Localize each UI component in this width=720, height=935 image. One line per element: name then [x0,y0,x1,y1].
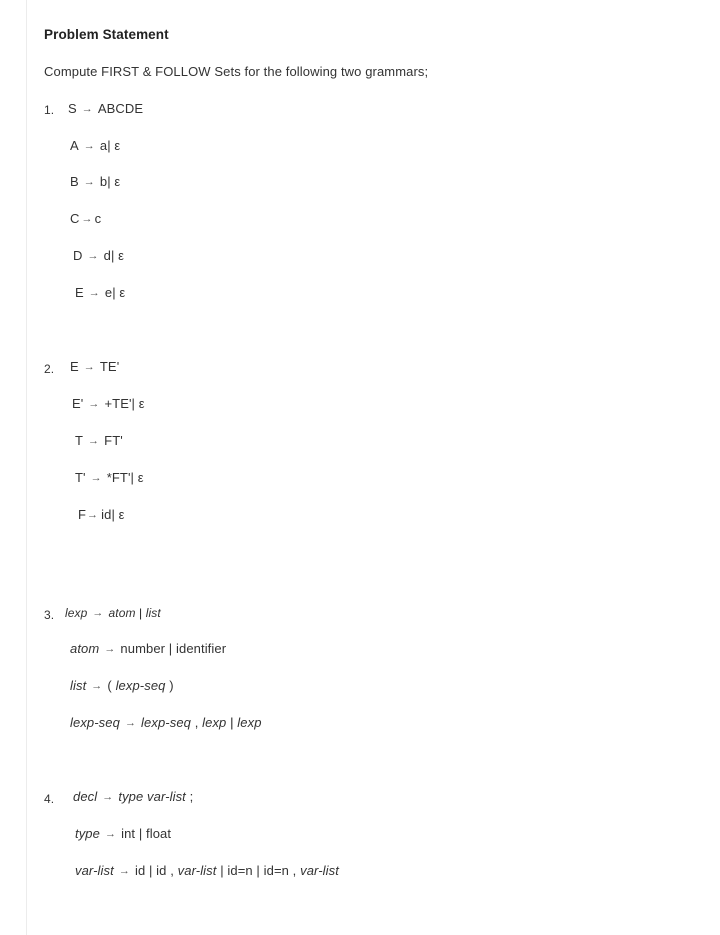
rule-lhs: E [75,285,84,300]
rule-lhs: B [70,174,79,189]
rule-rhs-part: ; [185,789,194,804]
rule-rhs-part: lexp-seq [141,715,191,730]
rule-rhs-part: | id=n | id=n , [216,863,301,878]
grammar-rule [68,101,143,118]
arrow-icon: → [92,607,104,619]
arrow-icon: → [90,472,102,484]
rule-lhs: T [75,433,84,448]
rule-lhs: C [70,211,80,226]
rule-rhs-part: lexp-seq [115,678,166,693]
arrow-icon: → [118,865,130,877]
arrow-icon: → [88,287,100,299]
rule-rhs-part: var-list [177,863,217,878]
rule-separator: | [135,606,146,620]
rule-rhs-part: lexp [237,715,262,730]
rule-rhs: *FT'| ε [106,470,144,485]
grammar-rule [70,211,101,228]
arrow-icon: → [104,828,117,840]
arrow-icon: → [104,643,116,655]
rule-rhs: d| ε [103,248,125,263]
rule-rhs: +TE'| ε [104,396,145,411]
grammar-rule [75,863,339,880]
arrow-icon: → [88,398,100,410]
problem-number: 4. [44,792,55,806]
rule-rhs: TE' [99,359,120,374]
rule-lhs: lexp-seq [70,715,120,730]
rule-rhs: id| ε [101,507,125,522]
grammar-rule [75,826,171,843]
rule-rhs-part: , [190,715,203,730]
arrow-icon: → [91,680,103,692]
problem-number: 1. [44,103,55,117]
rule-rhs: int | float [121,826,172,841]
rule-rhs: c [94,211,102,226]
rule-lhs: var-list [75,863,114,878]
page-title: Problem Statement [44,27,169,42]
arrow-icon: → [83,140,95,152]
rule-lhs: A [70,138,79,153]
grammar-rule [73,789,193,806]
problem-number: 2. [44,362,55,376]
rule-rhs-part: id | id , [134,863,178,878]
grammar-rule [75,285,125,302]
rule-rhs-part: var-list [300,863,339,878]
page-left-border [26,0,27,935]
rule-rhs: e| ε [104,285,126,300]
grammar-rule [75,470,144,487]
rule-lhs: F [78,507,87,522]
grammar-rule [72,396,145,413]
arrow-icon: → [83,361,95,373]
rule-rhs: ABCDE [97,101,144,116]
grammar-rule [70,138,120,155]
arrow-icon: → [87,250,99,262]
rule-rhs: FT' [104,433,123,448]
grammar-rule [70,678,174,695]
grammar-rule [75,433,123,450]
grammar-rule [70,174,120,191]
rule-lhs: E [70,359,79,374]
rule-rhs: a| ε [99,138,121,153]
intro-text: Compute FIRST & FOLLOW Sets for the following two grammars; [44,64,429,79]
rule-lhs: S [68,101,77,116]
rule-rhs-part: ( [107,678,116,693]
arrow-icon: → [88,435,100,447]
rule-lhs: atom [70,641,100,656]
arrow-icon: → [124,717,137,729]
rule-lhs: E' [72,396,84,411]
rule-separator: | [226,715,238,730]
rule-lhs: decl [73,789,98,804]
grammar-rule [65,605,161,622]
rule-rhs-part: ) [165,678,174,693]
arrow-icon: → [81,213,93,225]
grammar-rule [73,248,124,265]
grammar-rule [70,715,262,732]
arrow-icon: → [102,791,114,803]
arrow-icon: → [83,176,95,188]
problem-number: 3. [44,608,55,622]
rule-lhs: D [73,248,83,263]
rule-rhs-part: atom [108,606,136,620]
rule-rhs-part: type var-list [118,789,186,804]
rule-rhs: b| ε [99,174,121,189]
rule-lhs: T' [75,470,86,485]
rule-lhs: lexp [65,606,88,620]
arrow-icon: → [81,103,93,115]
arrow-icon: → [87,509,99,521]
grammar-rule [78,507,125,524]
rule-rhs: number | identifier [120,641,227,656]
rule-rhs-part: list [145,606,161,620]
rule-lhs: type [75,826,100,841]
rule-lhs: list [70,678,87,693]
grammar-rule [70,359,119,376]
rule-rhs-part: lexp [202,715,227,730]
grammar-rule [70,641,226,658]
